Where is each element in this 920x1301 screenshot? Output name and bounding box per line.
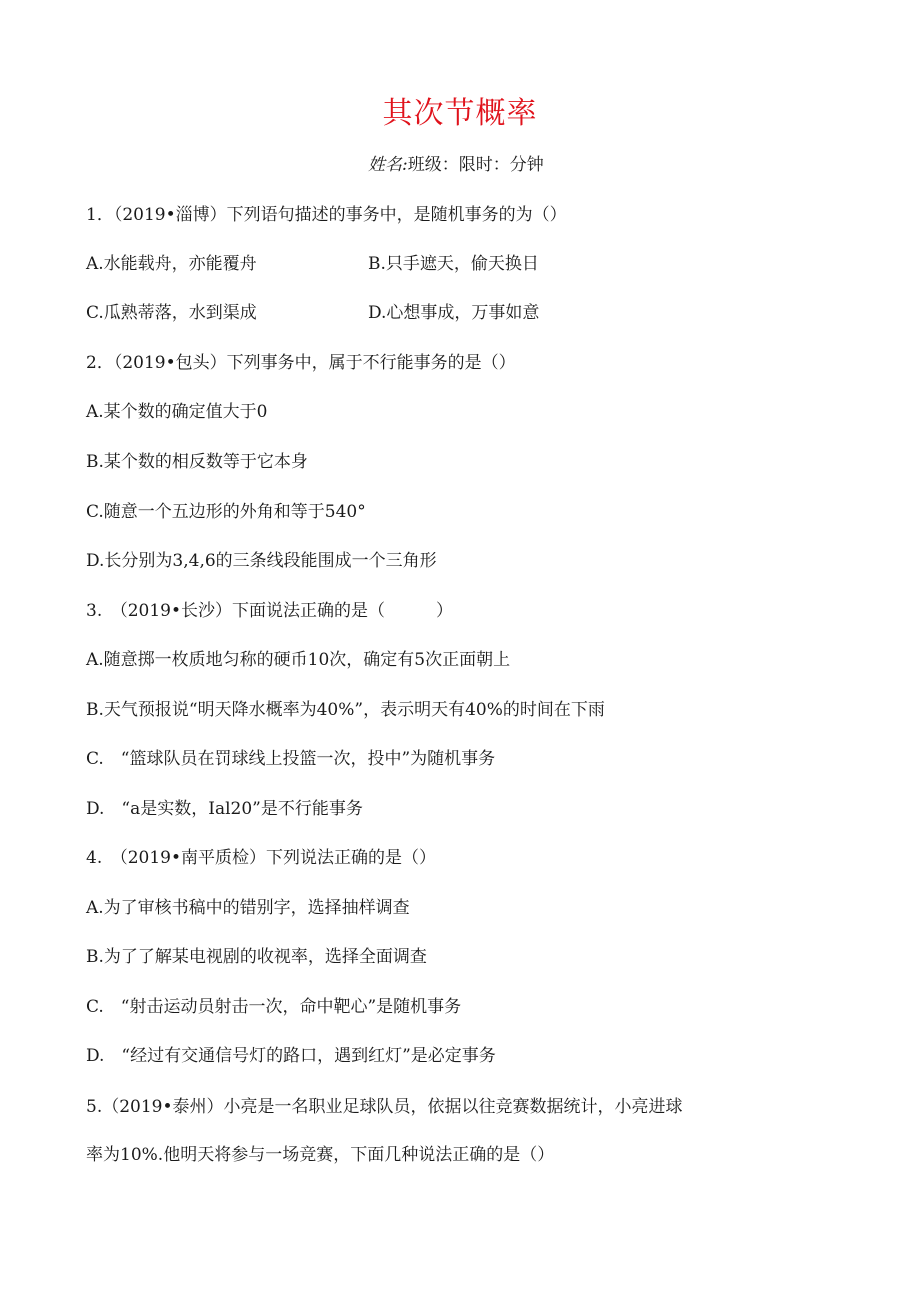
question-2-option-b: B.某个数的相反数等于它本身 (86, 452, 308, 472)
question-3-option-c: C. “篮球队员在罚球线上投篮一次，投中”为随机事务 (86, 749, 496, 769)
document-title: 其次节概率 (382, 96, 538, 131)
question-3-option-a: A.随意掷一枚质地匀称的硬币10次，确定有5次正面朝上 (86, 650, 511, 670)
question-1-option-d: D.心想事成，万事如意 (368, 303, 540, 323)
question-4-option-b: B.为了了解某电视剧的收视率，选择全面调查 (86, 947, 427, 967)
question-4-option-a: A.为了审核书稿中的错别字，选择抽样调查 (86, 898, 410, 918)
question-2-stem: 2．（2019•包头）下列事务中，属于不行能事务的是（） (86, 353, 516, 373)
student-info-line (368, 150, 544, 175)
question-2-option-d: D.长分别为3,4,6的三条线段能围成一个三角形 (86, 551, 437, 571)
question-2-option-a: A.某个数的确定值大于0 (86, 402, 268, 422)
question-5-stem-line-1: 5.（2019•泰州）小亮是一名职业足球队员，依据以往竞赛数据统计，小亮进球 (86, 1097, 683, 1117)
question-1-option-c: C.瓜熟蒂落，水到渠成 (86, 303, 257, 323)
question-4-stem: 4. （2019•南平质检）下列说法正确的是（） (86, 848, 437, 868)
name-label: 姓名: (368, 155, 408, 175)
question-3-stem: 3. （2019•长沙）下面说法正确的是（ ） (86, 601, 454, 621)
question-1-option-b: B.只手遮天，偷天换日 (368, 254, 539, 274)
class-time-label: 班级：限时：分钟 (407, 155, 544, 175)
question-1-option-a: A.水能载舟，亦能覆舟 (86, 254, 257, 274)
question-4-option-d: D. “经过有交通信号灯的路口，遇到红灯”是必定事务 (86, 1046, 496, 1066)
question-3-option-b: B.天气预报说“明天降水概率为40%”，表示明天有40%的时间在下雨 (86, 700, 605, 720)
question-3-option-d: D. “a是实数，Ial20”是不行能事务 (86, 799, 363, 819)
question-1-stem: 1．（2019•淄博）下列语句描述的事务中，是随机事务的为（） (86, 205, 567, 225)
question-4-option-c: C. “射击运动员射击一次，命中靶心”是随机事务 (86, 997, 462, 1017)
question-2-option-c: C.随意一个五边形的外角和等于540° (86, 502, 366, 522)
question-5-stem-line-2: 率为10%.他明天将参与一场竞赛，下面几种说法正确的是（） (86, 1145, 555, 1165)
